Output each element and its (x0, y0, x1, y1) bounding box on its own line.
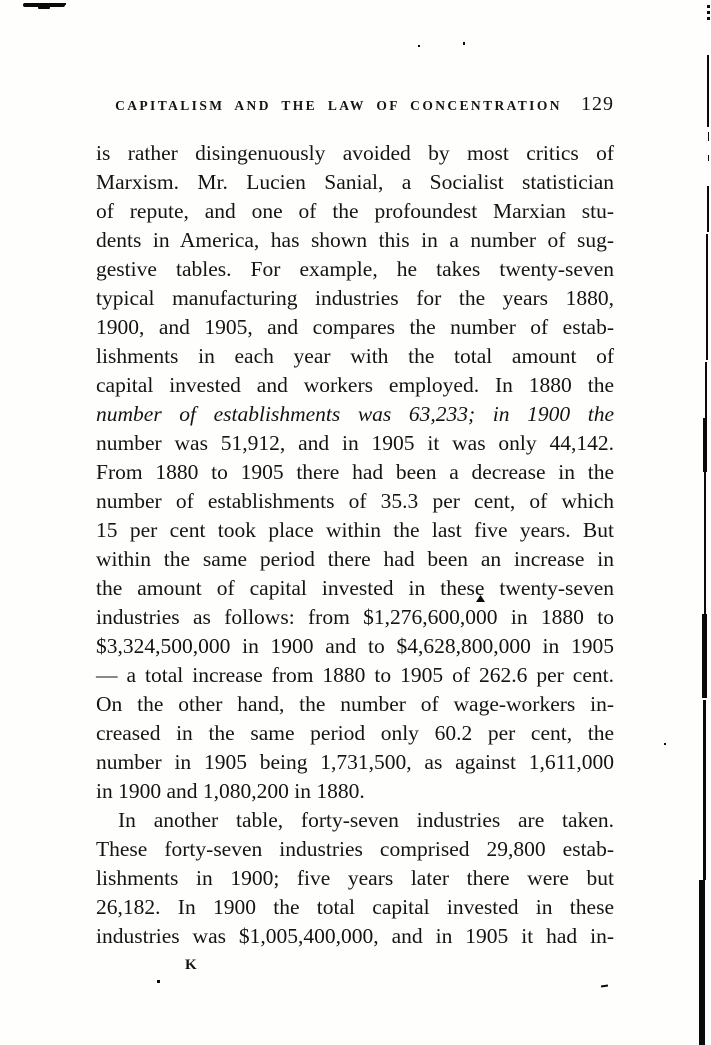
scan-edge-line (699, 880, 705, 1045)
text-line: of repute, and one of the profoundest Marxian stu- (96, 199, 614, 223)
scan-edge-line (708, 155, 709, 161)
text-block (96, 139, 614, 951)
scan-smudge-top-left (38, 6, 50, 9)
text-line: 15 per cent took place within the last five years. But (96, 518, 614, 542)
text-line: number was 51,912, and in 1905 it was only 44,142. (96, 431, 614, 455)
scan-edge-line (703, 700, 706, 880)
text-line: 1900, and 1905, and compares the number of estab- (96, 315, 614, 339)
text-line: gestive tables. For example, he takes twenty-seven (96, 257, 614, 281)
text-line: within the same period there had been an increase in (96, 547, 614, 571)
scan-edge-line (707, 186, 709, 232)
text-line: typical manufacturing industries for the years 1880, (96, 286, 614, 310)
text-line: number of establishments was 63,233; in 1900 the (96, 402, 614, 426)
text-line: capital invested and workers employed. In 1880 the (96, 373, 614, 397)
signature-mark: K (185, 957, 198, 973)
scan-smudge-top-left (60, 3, 66, 5)
text-line: dents in America, has shown this in a number of sug- (96, 228, 614, 252)
ink-dot (664, 743, 666, 745)
text-line: $3,324,500,000 in 1900 and to $4,628,800,000 in 1905 (96, 634, 614, 658)
scan-edge-line (705, 362, 707, 418)
text-line: the amount of capital invested in these twenty-seven (96, 576, 614, 600)
text-line: lishments in each year with the total amount of (96, 344, 614, 368)
text-line: industries was $1,005,400,000, and in 1905 it had in- (96, 924, 614, 948)
ink-dot (157, 980, 160, 983)
text-line: Marxism. Mr. Lucien Sanial, a Socialist statistician (96, 170, 614, 194)
text-line: number of establishments of 35.3 per cent, of which (96, 489, 614, 513)
text-line: in 1900 and 1,080,200 in 1880. (96, 779, 365, 803)
text-line: creased in the same period only 60.2 per cent, the (96, 721, 614, 745)
ink-dot (418, 45, 420, 47)
text-line: On the other hand, the number of wage-workers in- (96, 692, 614, 716)
page-header-title: CAPITALISM AND THE LAW OF CONCENTRATION (115, 98, 562, 113)
text-line: From 1880 to 1905 there had been a decrease in the (96, 460, 614, 484)
scan-edge-line (707, 55, 709, 127)
scan-edge-line (702, 614, 707, 698)
text-line: — a total increase from 1880 to 1905 of 262.6 per cent. (96, 663, 614, 687)
text-line: is rather disingenuously avoided by most critics of (96, 141, 614, 165)
text-line: number in 1905 being 1,731,500, as against 1,611,000 (96, 750, 614, 774)
page-number: 129 (581, 93, 614, 115)
ink-dot (463, 42, 465, 45)
text-line: In another table, forty-seven industries are taken. (118, 808, 614, 832)
text-line: 26,182. In 1900 the total capital invested in these (96, 895, 614, 919)
running-head (96, 93, 614, 116)
scan-edge-line (707, 5, 710, 23)
text-line: lishments in 1900; five years later there were but (96, 866, 614, 890)
scan-edge-line (704, 472, 706, 614)
scan-edge-line (706, 234, 708, 360)
text-line: These forty-seven industries comprised 29,800 estab- (96, 837, 614, 861)
scan-edge-line (708, 132, 709, 141)
ink-dash-mark (601, 985, 608, 988)
text-line: industries as follows: from $1,276,600,000 in 1880 to (96, 605, 614, 629)
scan-edge-line (703, 418, 707, 472)
